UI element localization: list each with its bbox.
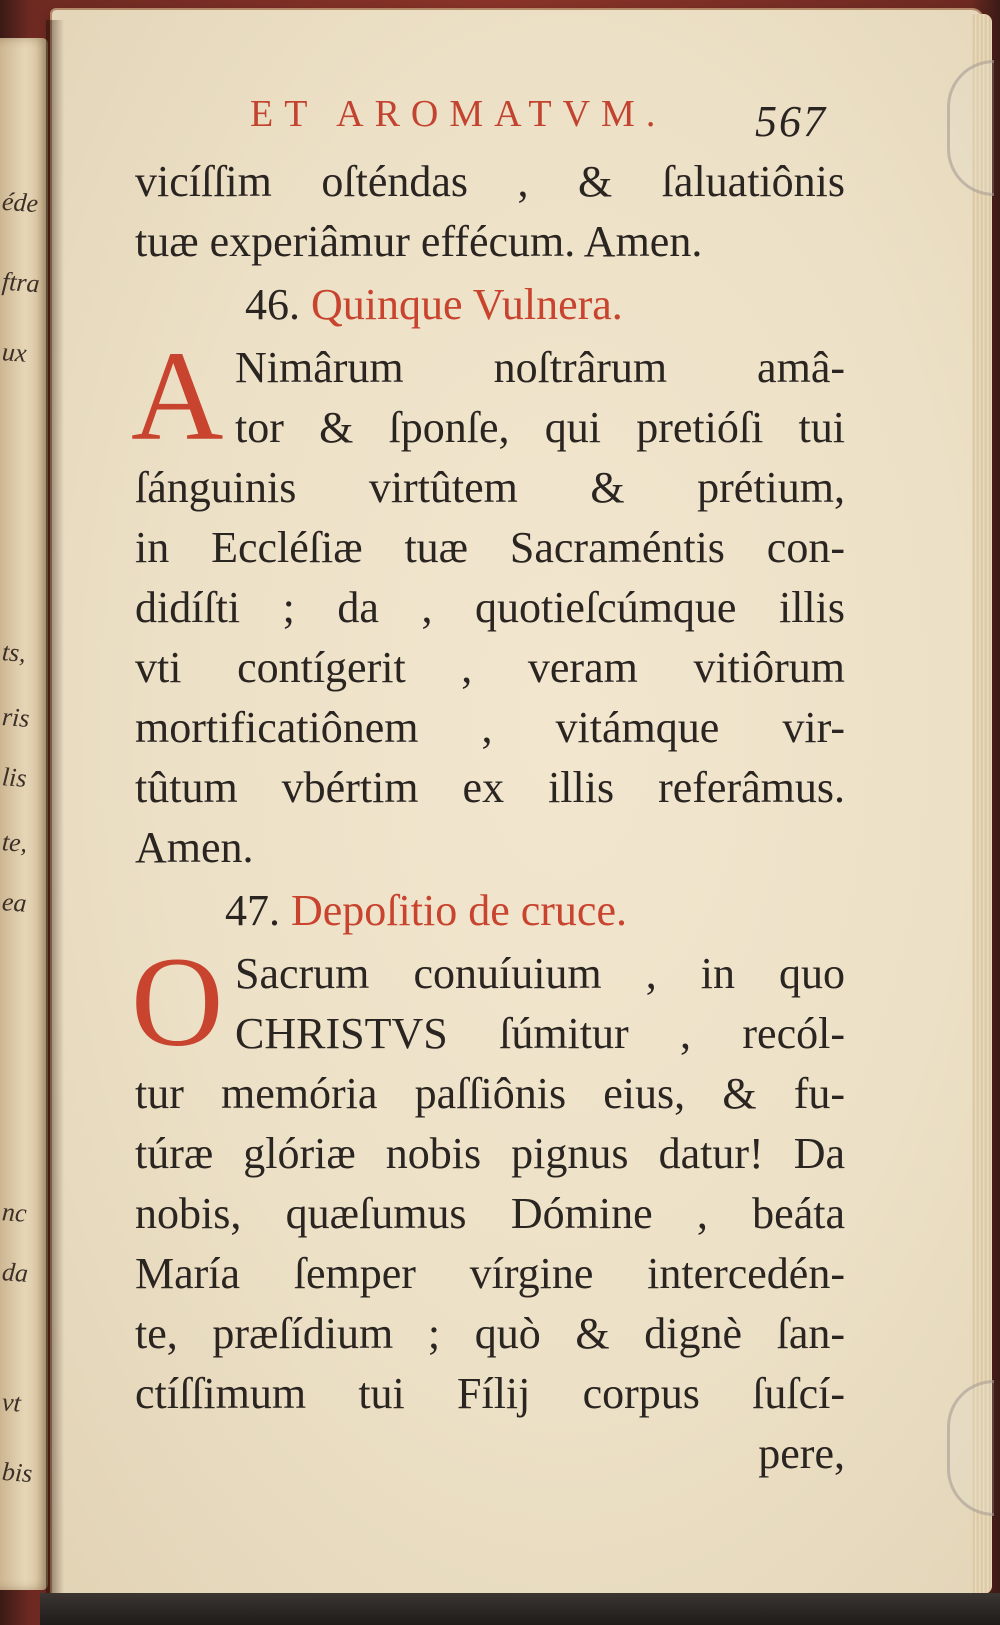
text-line: ſánguinis virtûtem & prétium,: [135, 463, 845, 512]
running-head: [135, 90, 845, 152]
text-line: CHRISTVS ſúmitur , recól-: [235, 1009, 845, 1058]
text-line: túræ glóriæ nobis pignus datur! Da: [135, 1129, 845, 1178]
facing-page-fragment: te,: [1, 827, 29, 858]
facing-page-fragment: ea: [1, 887, 28, 918]
facing-page-fragment: ux: [1, 337, 28, 368]
page-number: 567: [755, 97, 827, 146]
text-line: in Eccléſiæ tuæ Sacraméntis con-: [135, 523, 845, 572]
facing-page-edge: [0, 38, 48, 1590]
section-title: Depoſitio de cruce.: [291, 886, 627, 935]
text-line: didíſti ; da , quotieſcúmque illis: [135, 583, 845, 632]
text-line: tor & ſponſe, qui pretióſi tui: [235, 403, 845, 452]
text-line: mortificatiônem , vitámque vir-: [135, 703, 845, 752]
text-line: Amen.: [135, 823, 254, 872]
facing-page-fragment: lis: [1, 762, 28, 793]
text-line: tur memória paſſiônis eius, & fu-: [135, 1069, 845, 1118]
prayer-47: [131, 931, 845, 1484]
section-number: 46.: [245, 280, 300, 329]
text-line: María ſemper vírgine intercedén-: [135, 1249, 845, 1298]
section-heading-46: [135, 272, 845, 338]
text-line: Sacrum conuíuium , in quo: [235, 949, 845, 998]
text-line: te, præſídium ; quò & dignè ſan-: [135, 1309, 845, 1358]
facing-page-fragment: ris: [1, 702, 31, 733]
text-line: nobis, quæſumus Dómine , beáta: [135, 1189, 845, 1238]
facing-page-fragment: vt: [1, 1387, 22, 1418]
facing-page-fragment: nc: [1, 1197, 28, 1228]
catchword: pere,: [758, 1429, 845, 1478]
text-line: tuæ experiâmur effécum. Amen.: [135, 217, 703, 266]
section-title: Quinque Vulnera.: [311, 280, 623, 329]
text-line: vti contígerit , veram vitiôrum: [135, 643, 845, 692]
gutter-shadow: [46, 20, 64, 1610]
background-strip: [40, 1593, 1000, 1625]
text-line: vicíſſim oſténdas , & ſaluatiônis: [135, 157, 845, 206]
drop-cap: O: [131, 931, 224, 1073]
prayer-46: [131, 325, 845, 878]
text-block: [131, 90, 845, 1484]
running-head-title: ET AROMATVM.: [250, 93, 667, 135]
section-heading-47: [135, 878, 845, 944]
facing-page-fragment: ftra: [1, 266, 41, 299]
text-line: Nimârum noſtrârum amâ-: [235, 343, 845, 392]
facing-page-fragment: bis: [1, 1456, 34, 1489]
text-line: tûtum vbértim ex illis referâmus.: [135, 763, 845, 812]
text-line: ctíſſimum tui Fílij corpus ſuſcí-: [135, 1369, 845, 1418]
facing-page-fragment: ts,: [1, 637, 27, 668]
page-edges: [972, 14, 992, 1594]
section-number: 47.: [225, 886, 280, 935]
drop-cap: A: [131, 325, 224, 467]
facing-page-fragment: da: [1, 1257, 30, 1288]
continued-prayer: [135, 152, 845, 272]
facing-page-fragment: éde: [1, 186, 40, 219]
